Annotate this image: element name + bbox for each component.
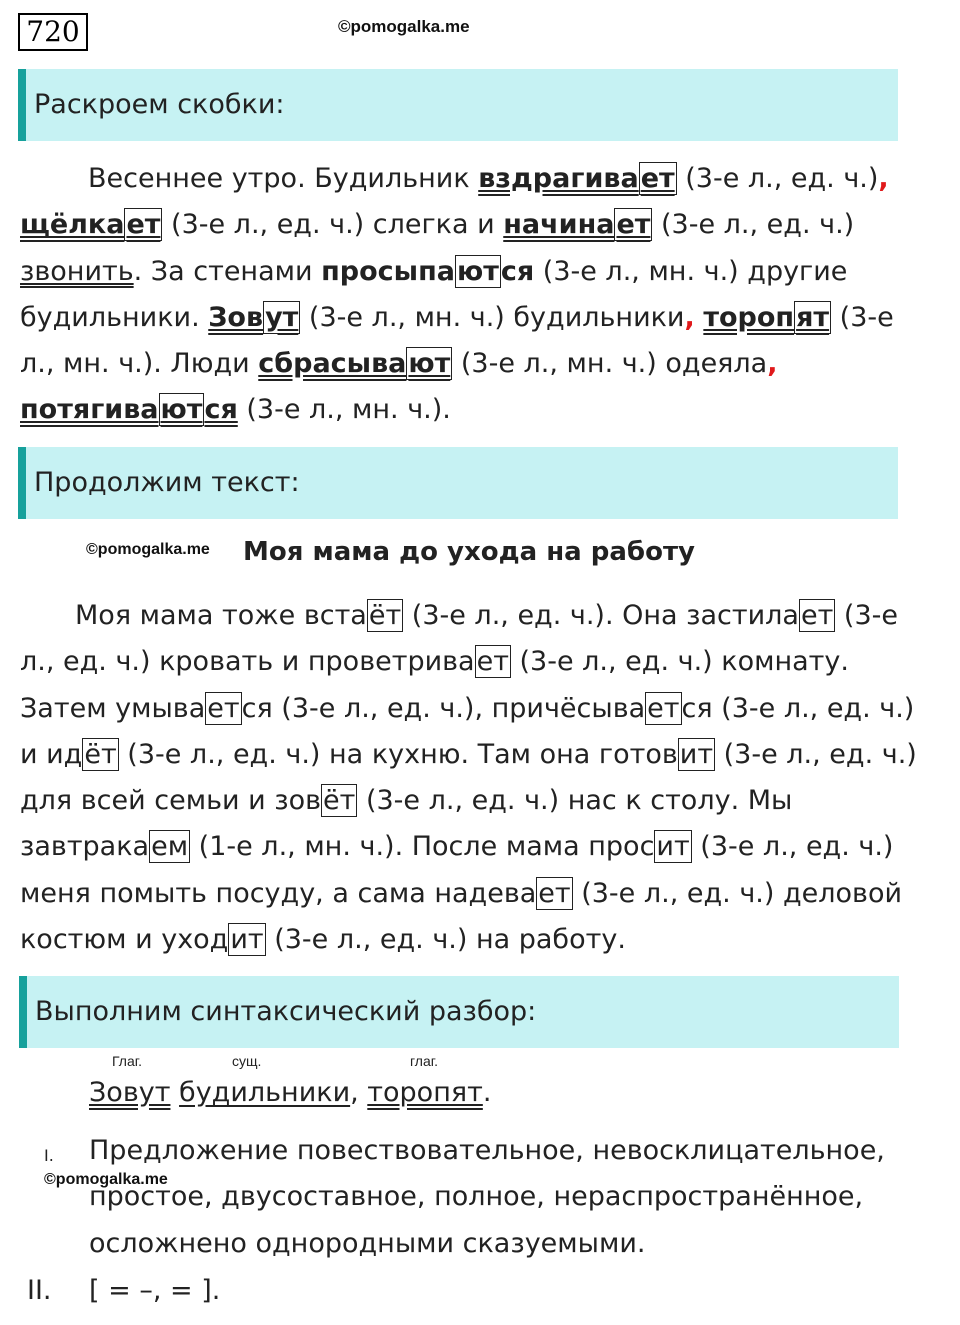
text-line: и идёт (3-е л., ед. ч.) на кухню. Там она готовит (3-е л., ед. ч.) <box>20 738 917 770</box>
red-comma: , <box>767 348 778 380</box>
ending-box: ет <box>647 692 680 724</box>
sentence-scheme: [ = –, = ]. <box>89 1275 221 1306</box>
text-span: (3-е <box>831 301 894 333</box>
ending-box: ёт <box>84 738 117 770</box>
section-header-syntax-analysis: Выполним синтаксический разбор: <box>19 976 899 1048</box>
text-line: Затем умывается (3-е л., ед. ч.), причёсывается (3-е л., ед. ч.) <box>20 692 915 724</box>
watermark-top: ©pomogalka.me <box>338 17 470 36</box>
predicate-verb: торопят <box>703 301 830 333</box>
ending-box: ет <box>538 877 571 909</box>
ending-box: ит <box>230 924 264 956</box>
story-title: Моя мама до ухода на работу <box>243 537 695 567</box>
text-line: Предложение повествовательное, невосклицательное, <box>89 1135 885 1166</box>
text-span: . За стенами <box>133 255 322 287</box>
red-comma: , <box>684 301 695 333</box>
pos-label-noun: сущ. <box>232 1053 262 1069</box>
ending-box: ёт <box>368 600 402 631</box>
ending-box: ит <box>656 831 690 863</box>
text-line: простое, двусоставное, полное, нераспространённое, <box>89 1181 864 1213</box>
ending-box: ет <box>207 692 240 724</box>
list-marker-i: I. <box>44 1146 54 1165</box>
text-line <box>20 295 920 341</box>
text-span: будильники. <box>20 301 209 333</box>
predicate-verb: Зовут <box>208 301 299 333</box>
ending-box: ет <box>126 209 161 241</box>
predicate-word: Зовут <box>89 1077 171 1108</box>
ending-box: ут <box>265 301 299 333</box>
text-span: Весеннее утро. Будильник <box>88 163 479 194</box>
text-line <box>20 249 920 295</box>
ending-box: ют <box>456 255 499 287</box>
text-line <box>20 341 920 387</box>
section-header-expand-brackets: Раскроем скобки: <box>18 69 898 141</box>
text-span: (3-е л., мн. ч.) будильники <box>300 301 685 333</box>
watermark-bottom: ©pomogalka.me <box>44 1171 168 1188</box>
text-line <box>20 202 920 248</box>
reflexive-verb: просыпаются <box>321 255 535 287</box>
story-paragraph <box>20 593 920 963</box>
text-line: осложнено однородными сказуемыми. <box>89 1227 646 1259</box>
predicate-word: торопят <box>367 1077 483 1108</box>
text-line: меня помыть посуду, а сама надевает (3-е л., ед. ч.) деловой <box>20 877 903 909</box>
section-header-continue-text: Продолжим текст: <box>18 447 898 519</box>
predicate-verb: потягиваются <box>20 394 238 426</box>
red-comma: , <box>878 163 889 194</box>
text-line <box>20 387 920 433</box>
subject-word: будильники <box>179 1077 351 1108</box>
text-line: для всей семьи и зовёт (3-е л., ед. ч.) нас к столу. Мы <box>20 785 793 817</box>
ending-box: ют <box>408 348 451 380</box>
exercise-number: 720 <box>18 13 88 51</box>
ending-box: ят <box>796 301 830 333</box>
text-span: (3-е л., ед. ч.) <box>676 163 879 194</box>
text-line: костюм и уходит (3-е л., ед. ч.) на работу. <box>20 924 626 956</box>
text-line: Моя мама тоже встаёт (3-е л., ед. ч.). Она застилает (3-е <box>75 600 898 631</box>
predicate-verb: начинает <box>503 209 651 241</box>
text-span: л., мн. ч.). Люди <box>20 348 259 380</box>
analysis-description <box>89 1128 885 1267</box>
expanded-text-paragraph <box>20 156 920 434</box>
text-span: (3-е л., ед. ч.) слегка и <box>162 209 504 241</box>
infinitive-verb: звонить <box>20 255 134 287</box>
ending-box: ет <box>800 600 834 631</box>
text-span: (3-е л., мн. ч.). <box>237 394 451 426</box>
ending-box: ет <box>640 163 675 194</box>
watermark-middle: ©pomogalka.me <box>86 541 210 558</box>
predicate-verb: сбрасывают <box>258 348 451 380</box>
list-marker-ii: II. <box>27 1275 52 1306</box>
text-span: (3-е л., мн. ч.) одеяла <box>452 348 768 380</box>
text-line: л., ед. ч.) кровать и проветривает (3-е л., ед. ч.) комнату. <box>20 646 849 678</box>
ending-box: ит <box>679 738 714 770</box>
analyzed-sentence: Зовут будильники, торопят. <box>89 1077 492 1108</box>
text-span: (3-е л., мн. ч.) другие <box>534 255 848 287</box>
text-line: завтракаем (1-е л., мн. ч.). После мама просит (3-е л., ед. ч.) <box>20 831 894 863</box>
ending-box: ем <box>151 831 189 863</box>
pos-label-verb-2: глаг. <box>410 1053 439 1069</box>
predicate-verb: вздрагивает <box>478 163 675 194</box>
pos-label-verb: Глаг. <box>112 1053 143 1069</box>
ending-box: ют <box>160 394 203 426</box>
ending-box: ет <box>616 209 651 241</box>
text-line <box>20 156 920 202</box>
ending-box: ёт <box>323 785 356 817</box>
text-span: (3-е л., ед. ч.) <box>652 209 855 241</box>
predicate-verb: щёлкает <box>20 209 161 241</box>
ending-box: ет <box>476 646 509 678</box>
